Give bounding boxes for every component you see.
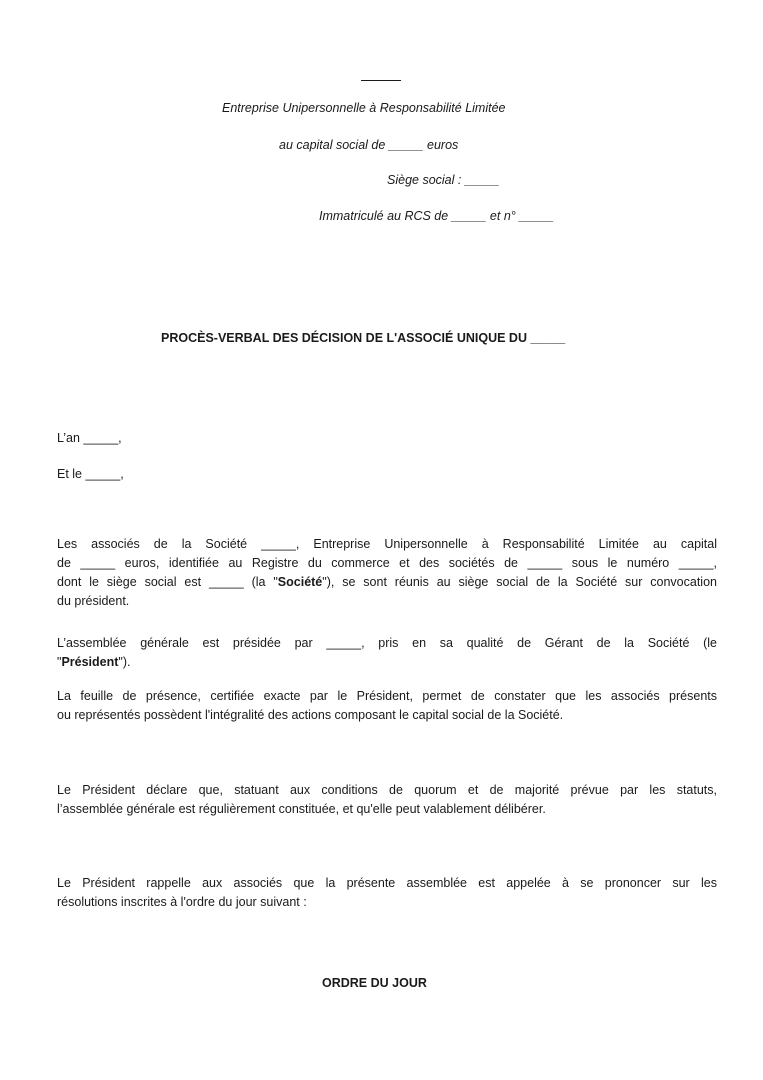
paragraph-parties: [57, 535, 717, 611]
paragraph-attendance: [57, 687, 717, 725]
paragraph-line: du président.: [57, 594, 130, 608]
paragraph-text: ": [57, 655, 62, 669]
paragraph-line: L’assemblée générale est présidée par _____, pris en sa qualité de Gérant de la Société (le: [57, 636, 717, 650]
paragraph-text: "), se sont réunis au siège social de la Société sur convocation: [322, 575, 717, 589]
paragraph-line: de _____ euros, identifiée au Registre du commerce et des sociétés de _____ sous le numéro _____,: [57, 556, 717, 570]
paragraph-line: résolutions inscrites à l'ordre du jour suivant :: [57, 895, 307, 909]
paragraph-quorum: [57, 781, 717, 819]
paragraph-line: [57, 653, 717, 672]
paragraph-line: La feuille de présence, certifiée exacte par le Président, permet de constater que les associés présents: [57, 689, 717, 703]
paragraph-line: ou représentés possèdent l'intégralité des actions composant le capital social de la Société.: [57, 708, 564, 722]
registered-office: Siège social : _____: [387, 173, 500, 187]
defined-term-societe: Société: [277, 575, 323, 589]
company-form: Entreprise Unipersonnelle à Responsabilité Limitée: [222, 101, 506, 115]
paragraph-agenda-intro: [57, 874, 717, 912]
share-capital: au capital social de _____ euros: [279, 138, 459, 152]
paragraph-line: [57, 573, 717, 592]
paragraph-line: l’assemblée générale est régulièrement constituée, et qu'elle peut valablement délibérer.: [57, 802, 546, 816]
document-title: PROCÈS-VERBAL DES DÉCISION DE L'ASSOCIÉ UNIQUE DU _____: [161, 331, 566, 345]
paragraph-chairman: [57, 634, 717, 672]
paragraph-line: Le Président déclare que, statuant aux conditions de quorum et de majorité prévue par les statuts,: [57, 783, 717, 797]
defined-term-president: Président: [61, 655, 119, 669]
paragraph-line: Les associés de la Société _____, Entreprise Unipersonnelle à Responsabilité Limitée au capital: [57, 537, 717, 551]
paragraph-text: dont le siège social est _____ (la ": [57, 575, 278, 589]
date-day: Et le _____,: [57, 467, 124, 481]
rcs-registration: Immatriculé au RCS de _____ et n° _____: [319, 209, 554, 223]
paragraph-text: ").: [118, 655, 131, 669]
agenda-heading: ORDRE DU JOUR: [322, 976, 427, 990]
date-year: L’an _____,: [57, 431, 122, 445]
paragraph-line: Le Président rappelle aux associés que la présente assemblée est appelée à se prononcer sur les: [57, 876, 717, 890]
company-name-blank: [361, 80, 401, 81]
